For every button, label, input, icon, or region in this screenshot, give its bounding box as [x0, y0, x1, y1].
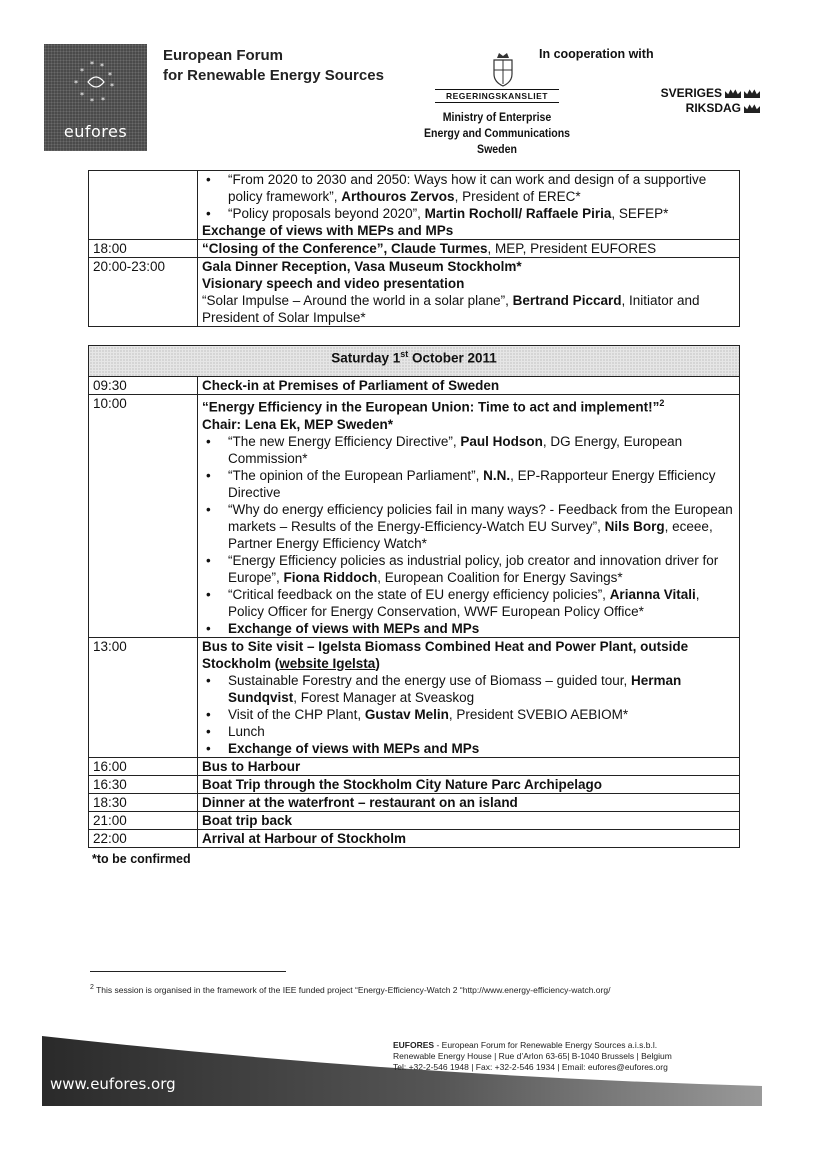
session-cell: Bus to Site visit – Igelsta Biomass Combined Heat and Power Plant, outside Stockholm (website Igelsta) • Sustainable Forestry and the energy use of Biomass – guided tour, Herman Sundqvist, Forest Manager at Sveaskog • Visit of the CHP Plant, Gustav Melin, President SVEBIO AEBIOM* • Lunch • Exchange of views with MEPs and MPs: [198, 637, 740, 757]
svg-text:*: *: [80, 91, 84, 100]
table-row: [89, 811, 740, 829]
list-item: • “From 2020 to 2030 and 2050: Ways how it can work and design of a supportive policy framework”, Arthouros Zervos, President of EREC*: [228, 171, 735, 205]
list-item: • “The new Energy Efficiency Directive”, Paul Hodson, DG Energy, European Commission*: [228, 433, 735, 467]
list-item: • “Critical feedback on the state of EU energy efficiency policies”, Arianna Vitali, Policy Officer for Energy Conservation, WWF European Policy Office*: [228, 586, 735, 620]
session-cell: Boat Trip through the Stockholm City Nature Parc Archipelago: [198, 775, 740, 793]
svg-text:*: *: [108, 71, 112, 80]
table-row: [89, 757, 740, 775]
swedish-crest-icon: [488, 50, 518, 88]
website-igelsta-link[interactable]: website Igelsta: [279, 655, 376, 671]
riksdag-line1: SVERIGES: [660, 86, 722, 100]
time-cell: 22:00: [89, 829, 198, 847]
footnote: $^2$ This session is organised in the framework of the IEE funded project “Energy-Efficiency-Watch 2 “http://www.energy-efficiency-watch.org/: [90, 984, 611, 995]
table-row: [89, 258, 740, 327]
eufores-logo: [44, 44, 147, 151]
org-title-line1: European Forum: [163, 47, 284, 64]
ministry-line2: Energy and Communications: [423, 126, 571, 140]
time-cell: 21:00: [89, 811, 198, 829]
time-cell: 18:00: [89, 240, 198, 258]
list-item: • Exchange of views with MEPs and MPs: [228, 740, 735, 757]
time-cell: 18:30: [89, 793, 198, 811]
svg-text:*: *: [74, 79, 78, 88]
list-item: • Sustainable Forestry and the energy use of Biomass – guided tour, Herman Sundqvist, Forest Manager at Sveaskog: [228, 672, 735, 706]
list-item: • Visit of the CHP Plant, Gustav Melin, President SVEBIO AEBIOM*: [228, 706, 735, 723]
riksdag-logo: [620, 86, 760, 116]
session-cell: “Closing of the Conference”, Claude Turmes, MEP, President EUFORES: [198, 240, 740, 258]
footnote-divider: [90, 971, 286, 972]
day-header-row: [89, 346, 740, 377]
time-cell: 16:00: [89, 757, 198, 775]
ministry-line1: Ministry of Enterprise: [442, 110, 552, 124]
website-link[interactable]: www.eufores.org: [50, 1075, 176, 1093]
time-cell: 13:00: [89, 637, 198, 757]
table-row: [89, 829, 740, 847]
svg-text:*: *: [90, 60, 94, 69]
svg-text:*: *: [101, 96, 105, 105]
org-title-line2: for Renewable Energy Sources: [163, 67, 384, 84]
riksdag-line2: RIKSDAG: [685, 101, 741, 115]
table-row: [89, 377, 740, 395]
regeringskansliet-label: REGERINGSKANSLIET: [435, 89, 559, 103]
exchange-label: Exchange of views with MEPs and MPs: [202, 223, 454, 238]
table-row: [89, 793, 740, 811]
list-item: • “Energy Efficiency policies as industrial policy, job creator and innovation driver for Europe”, Fiona Riddoch, European Coalition for Energy Savings*: [228, 552, 735, 586]
to-be-confirmed-note: *to be confirmed: [92, 852, 191, 866]
session-cell: Dinner at the waterfront – restaurant on an island: [198, 793, 740, 811]
table-row: [89, 637, 740, 757]
crown-icon: [744, 89, 760, 98]
svg-text:*: *: [90, 97, 94, 106]
session-cell: Bus to Harbour: [198, 757, 740, 775]
list-item: • “The opinion of the European Parliament”, N.N., EP-Rapporteur Energy Efficiency Directive: [228, 467, 735, 501]
session-cell: “Energy Efficiency in the European Union: Time to act and implement!”$^2$ Chair: Lena Ek, MEP Sweden* • “The new Energy Efficiency Directive”, Paul Hodson, DG Energy, European Commission* • “The opinion of the European Parliament”, N.N., EP-Rapporteur Energy Efficiency Directive • “Why do energy efficiency policies fail in many ways? - Feedback from the European markets – Results of the Energy-Efficiency-Watch EU Survey”, Nils Borg, eceee, Partner Energy Efficiency Watch* • “Energy Efficiency policies as industrial policy, job creator and innovation driver for Europe”, Fiona Riddoch, European Coalition for Energy Savings* • “Critical feedback on the state of EU energy efficiency policies”, Arianna Vitali, Policy Officer for Energy Conservation, WWF European Policy Office* • Exchange of views with MEPs and MPs: [198, 395, 740, 638]
time-cell: 10:00: [89, 395, 198, 638]
crown-icon: [744, 104, 760, 113]
list-item: • Exchange of views with MEPs and MPs: [228, 620, 735, 637]
day-header: Saturday 1st October 2011: [89, 346, 740, 377]
session-cell: Boat trip back: [198, 811, 740, 829]
list-item: • “Why do energy efficiency policies fail in many ways? - Feedback from the European markets – Results of the Energy-Efficiency-Watch EU Survey”, Nils Borg, eceee, Partner Energy Efficiency Watch*: [228, 501, 735, 552]
session-chair: Chair: Lena Ek, MEP Sweden*: [202, 416, 394, 432]
gala-title: Gala Dinner Reception, Vasa Museum Stockholm*: [202, 259, 522, 274]
list-item: • “Policy proposals beyond 2020”, Martin Rocholl/ Raffaele Piria, SEFEP*: [228, 205, 735, 222]
saturday-program-table: [88, 345, 740, 848]
svg-text:*: *: [100, 62, 104, 71]
svg-text:*: *: [80, 67, 84, 76]
svg-text:*: *: [110, 82, 114, 91]
speech-title: Visionary speech and video presentation: [202, 276, 465, 291]
time-cell: 09:30: [89, 377, 198, 395]
footer-address: EUFORES - European Forum for Renewable Energy Sources a.i.s.b.l. Renewable Energy House | Rue d’Arlon 63-65| B-1040 Brussels | Belgium Tel: +32-2-546 1948 | Fax: +32-2-546 1934 | Email: eufores@eufores.org: [393, 1040, 672, 1072]
table-row: [89, 775, 740, 793]
session-title: Bus to Site visit – Igelsta Biomass Combined Heat and Power Plant, outside Stockholm (: [202, 638, 689, 671]
session-cell: Check-in at Premises of Parliament of Sweden: [198, 377, 740, 395]
session-title: “Energy Efficiency in the European Union: Time to act and implement!”: [202, 399, 660, 415]
time-cell: [89, 171, 198, 240]
ministry-block: [416, 109, 578, 157]
crown-icon: [725, 89, 741, 98]
table-row: [89, 395, 740, 638]
friday-program-table: [88, 170, 740, 327]
table-row: [89, 171, 740, 240]
stars-circle-icon: [66, 58, 126, 108]
cooperation-label: In cooperation with: [539, 47, 654, 61]
list-item: • Lunch: [228, 723, 735, 740]
table-row: [89, 240, 740, 258]
session-cell: Gala Dinner Reception, Vasa Museum Stockholm* Visionary speech and video presentation “Solar Impulse – Around the world in a solar plane”, Bertrand Piccard, Initiator and President of Solar Impulse*: [198, 258, 740, 327]
logo-wordmark: eufores: [63, 122, 128, 141]
session-cell: Arrival at Harbour of Stockholm: [198, 829, 740, 847]
time-cell: 20:00-23:00: [89, 258, 198, 327]
time-cell: 16:30: [89, 775, 198, 793]
ministry-line3: Sweden: [477, 142, 517, 156]
organization-title: [163, 46, 384, 86]
session-cell: [198, 171, 740, 240]
